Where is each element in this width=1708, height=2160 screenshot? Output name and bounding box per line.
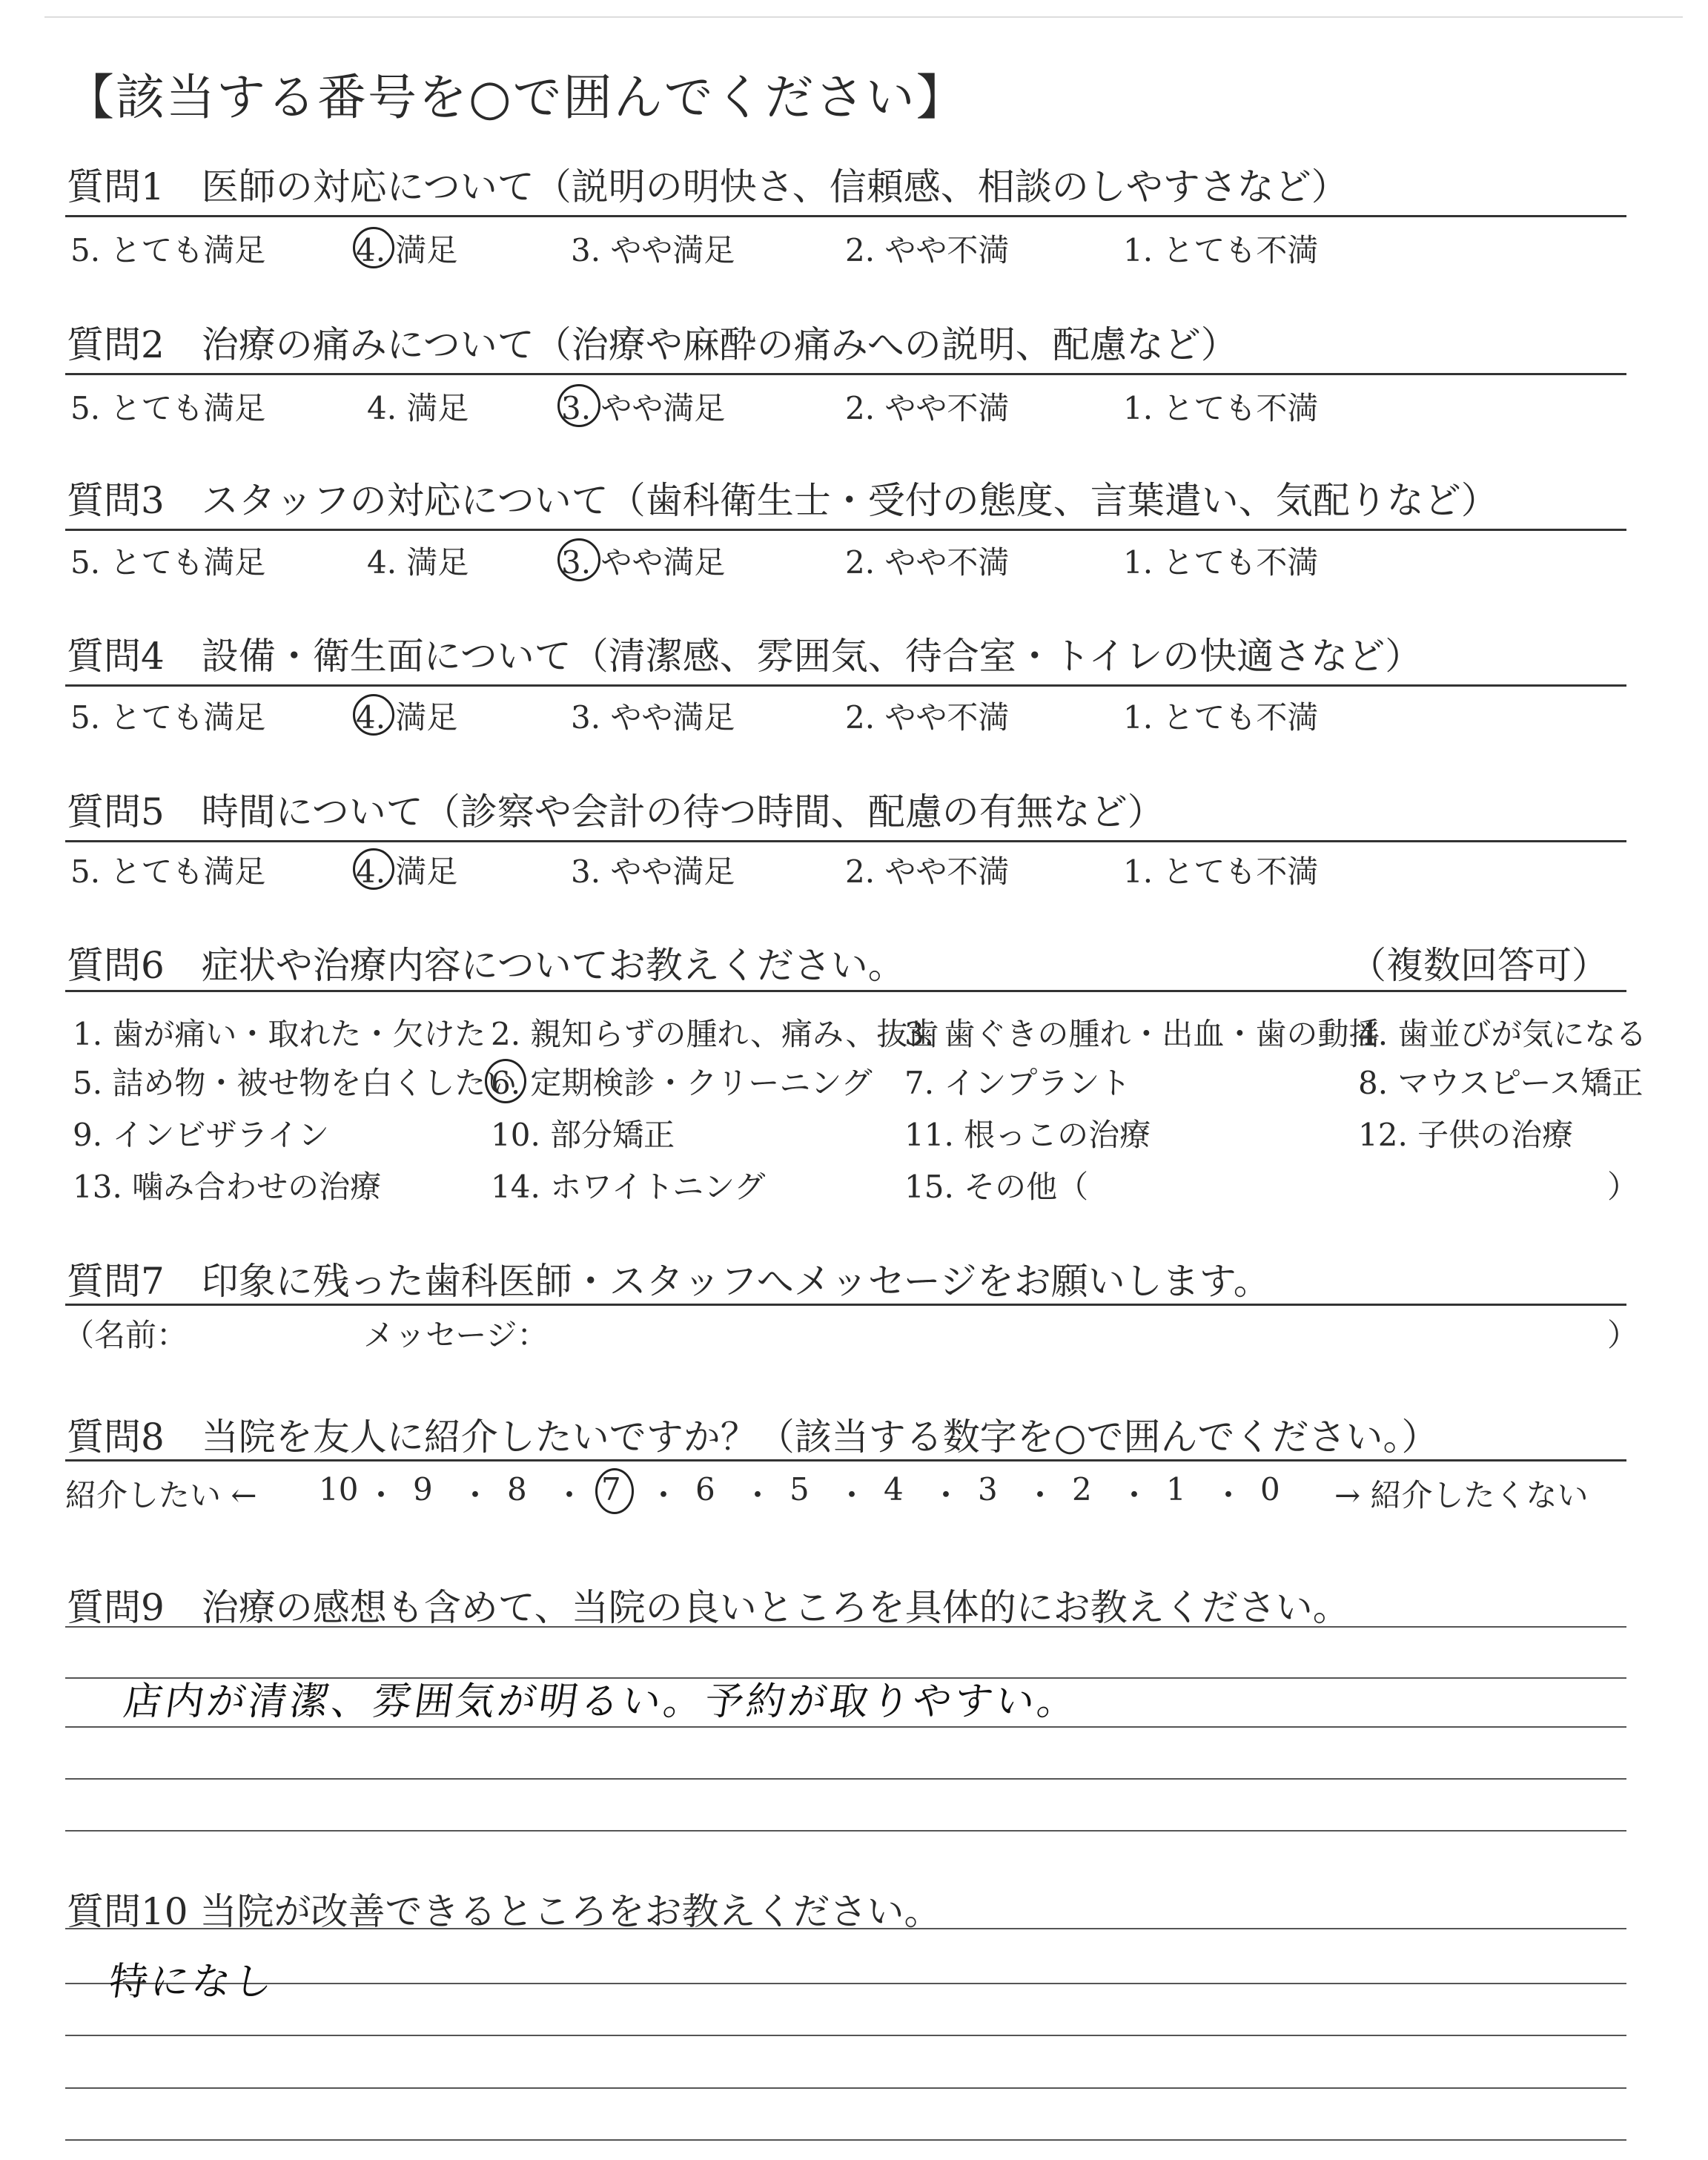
question-6-rule <box>65 990 1626 992</box>
q4-selection-circle <box>353 694 394 736</box>
q6-item[interactable]: 10. 部分矯正 <box>491 1117 675 1153</box>
q5-selection-circle <box>353 848 394 890</box>
q6-item[interactable]: 3. 歯ぐきの腫れ・出血・歯の動揺 <box>904 1016 1380 1052</box>
q4-option-2[interactable]: 2. やや不満 <box>845 699 1010 736</box>
question-9-title: 質問9 治療の感想も含めて、当院の良いところを具体的にお教えください。 <box>67 1586 1350 1629</box>
q10-line <box>65 2035 1626 2036</box>
q2-option-1[interactable]: 1. とても不満 <box>1123 390 1319 426</box>
q8-scale-1[interactable]: 1 <box>1166 1471 1186 1507</box>
q6-item[interactable]: 7. インプラント <box>904 1065 1131 1101</box>
q3-option-1[interactable]: 1. とても不満 <box>1123 544 1319 581</box>
q8-separator-dot: ・ <box>1213 1477 1245 1513</box>
q8-right-label: → 紹介したくない <box>1334 1477 1589 1513</box>
q8-separator-dot: ・ <box>554 1477 586 1513</box>
question-1-title: 質問1 医師の対応について（説明の明快さ、信頼感、相談のしやすさなど） <box>67 165 1348 208</box>
question-4-title: 質問4 設備・衛生面について（清潔感、雰囲気、待合室・トイレの快適さなど） <box>67 635 1423 678</box>
q3-option-4[interactable]: 4. 満足 <box>367 544 469 581</box>
q5-option-2[interactable]: 2. やや不満 <box>845 853 1010 890</box>
question-3-title: 質問3 スタッフの対応について（歯科衛生士・受付の態度、言葉遣い、気配りなど） <box>67 479 1498 522</box>
q6-item[interactable]: 9. インビザライン <box>73 1117 330 1153</box>
question-7-title: 質問7 印象に残った歯科医師・スタッフへメッセージをお願いします。 <box>67 1260 1271 1303</box>
q2-option-5[interactable]: 5. とても満足 <box>70 390 266 426</box>
q4-option-5[interactable]: 5. とても満足 <box>70 699 266 736</box>
q7-close: ） <box>1607 1317 1639 1353</box>
q8-left-label: 紹介したい ← <box>65 1477 257 1513</box>
q6-item[interactable]: 2. 親知らずの腫れ、痛み、抜歯 <box>491 1016 939 1052</box>
q8-scale-5[interactable]: 5 <box>790 1471 810 1507</box>
question-6-note: （複数回答可） <box>1349 944 1609 987</box>
question-7-rule <box>65 1304 1626 1306</box>
q10-line <box>65 1928 1626 1929</box>
q10-line <box>65 2139 1626 2141</box>
q1-selection-circle <box>353 227 394 268</box>
q6-selection-circle <box>485 1059 526 1103</box>
q8-scale-8[interactable]: 8 <box>507 1471 527 1507</box>
question-10-title: 質問10 当院が改善できるところをお教えください。 <box>67 1890 941 1933</box>
q8-scale-9[interactable]: 9 <box>413 1471 433 1507</box>
q8-separator-dot: ・ <box>365 1477 397 1513</box>
question-1-rule <box>65 215 1626 217</box>
q9-line <box>65 1626 1626 1628</box>
q10-line <box>65 1983 1626 1984</box>
q8-scale-7[interactable]: 7 <box>601 1471 621 1507</box>
q2-option-2[interactable]: 2. やや不満 <box>845 390 1010 426</box>
q8-scale-4[interactable]: 4 <box>884 1471 904 1507</box>
q4-option-4[interactable]: 4. 満足 <box>356 699 458 736</box>
q6-item[interactable]: 15. その他（ <box>904 1169 1089 1205</box>
q2-option-3[interactable]: 3. やや満足 <box>561 390 726 426</box>
q9-line <box>65 1726 1626 1728</box>
q5-option-1[interactable]: 1. とても不満 <box>1123 853 1319 890</box>
q8-separator-dot: ・ <box>836 1477 868 1513</box>
q8-selection-circle <box>595 1468 634 1514</box>
q9-line <box>65 1830 1626 1832</box>
q8-scale-10[interactable]: 10 <box>319 1471 359 1507</box>
q6-item[interactable]: 5. 詰め物・被せ物を白くしたい <box>73 1065 517 1101</box>
q8-separator-dot: ・ <box>1025 1477 1056 1513</box>
question-5-rule <box>65 840 1626 842</box>
q6-item-close: ） <box>1607 1169 1639 1205</box>
question-8-rule <box>65 1459 1626 1462</box>
q2-selection-circle <box>557 384 600 427</box>
question-2-rule <box>65 373 1626 375</box>
q6-item[interactable]: 8. マウスピース矯正 <box>1358 1065 1644 1101</box>
question-4-rule <box>65 684 1626 687</box>
q9-line <box>65 1778 1626 1780</box>
q3-selection-circle <box>557 538 600 581</box>
q8-scale-6[interactable]: 6 <box>695 1471 715 1507</box>
q4-option-1[interactable]: 1. とても不満 <box>1123 699 1319 736</box>
q3-option-3[interactable]: 3. やや満足 <box>561 544 726 581</box>
q6-item[interactable]: 14. ホワイトニング <box>491 1169 766 1205</box>
q3-option-5[interactable]: 5. とても満足 <box>70 544 266 581</box>
q8-scale-3[interactable]: 3 <box>978 1471 998 1507</box>
q7-message-label[interactable]: メッセージ： <box>363 1317 549 1353</box>
page-title: 【該当する番号を○で囲んでください】 <box>65 69 967 126</box>
question-8-title: 質問8 当院を友人に紹介したいですか？（該当する数字を○で囲んでください。） <box>67 1416 1439 1459</box>
q6-item[interactable]: 12. 子供の治療 <box>1358 1117 1574 1153</box>
q8-separator-dot: ・ <box>1119 1477 1151 1513</box>
q5-option-5[interactable]: 5. とても満足 <box>70 853 266 890</box>
question-2-title: 質問2 治療の痛みについて（治療や麻酔の痛みへの説明、配慮など） <box>67 323 1238 366</box>
q9-handwritten-answer[interactable]: 店内が清潔、雰囲気が明るい。予約が取りやすい。 <box>121 1680 1082 1724</box>
q5-option-4[interactable]: 4. 満足 <box>356 853 458 890</box>
question-6-title: 質問6 症状や治療内容についてお教えください。 <box>67 944 905 987</box>
q8-scale-0[interactable]: 0 <box>1260 1471 1280 1507</box>
q1-option-2[interactable]: 2. やや不満 <box>845 232 1010 268</box>
q8-separator-dot: ・ <box>742 1477 774 1513</box>
q1-option-1[interactable]: 1. とても不満 <box>1123 232 1319 268</box>
q1-option-3[interactable]: 3. やや満足 <box>571 232 735 268</box>
q8-separator-dot: ・ <box>460 1477 491 1513</box>
q10-line <box>65 2087 1626 2089</box>
q6-item[interactable]: 6. 定期検診・クリーニング <box>491 1065 873 1101</box>
question-3-rule <box>65 529 1626 531</box>
q3-option-2[interactable]: 2. やや不満 <box>845 544 1010 581</box>
q8-scale-2[interactable]: 2 <box>1072 1471 1092 1507</box>
q1-option-4[interactable]: 4. 満足 <box>356 232 458 268</box>
q7-name-label[interactable]: （名前： <box>63 1317 188 1353</box>
q4-option-3[interactable]: 3. やや満足 <box>571 699 735 736</box>
q6-item[interactable]: 11. 根っこの治療 <box>904 1117 1151 1153</box>
q6-item[interactable]: 13. 噛み合わせの治療 <box>73 1169 382 1205</box>
q2-option-4[interactable]: 4. 満足 <box>367 390 469 426</box>
q6-item[interactable]: 1. 歯が痛い・取れた・欠けた <box>73 1016 486 1052</box>
q5-option-3[interactable]: 3. やや満足 <box>571 853 735 890</box>
q10-handwritten-answer[interactable]: 特になし <box>106 1960 279 2004</box>
q8-separator-dot: ・ <box>930 1477 962 1513</box>
q8-separator-dot: ・ <box>648 1477 680 1513</box>
top-edge-line <box>44 16 1683 18</box>
q6-item[interactable]: 4. 歯並びが気になる <box>1358 1016 1647 1052</box>
q1-option-5[interactable]: 5. とても満足 <box>70 232 266 268</box>
question-5-title: 質問5 時間について（診察や会計の待つ時間、配慮の有無など） <box>67 790 1165 833</box>
